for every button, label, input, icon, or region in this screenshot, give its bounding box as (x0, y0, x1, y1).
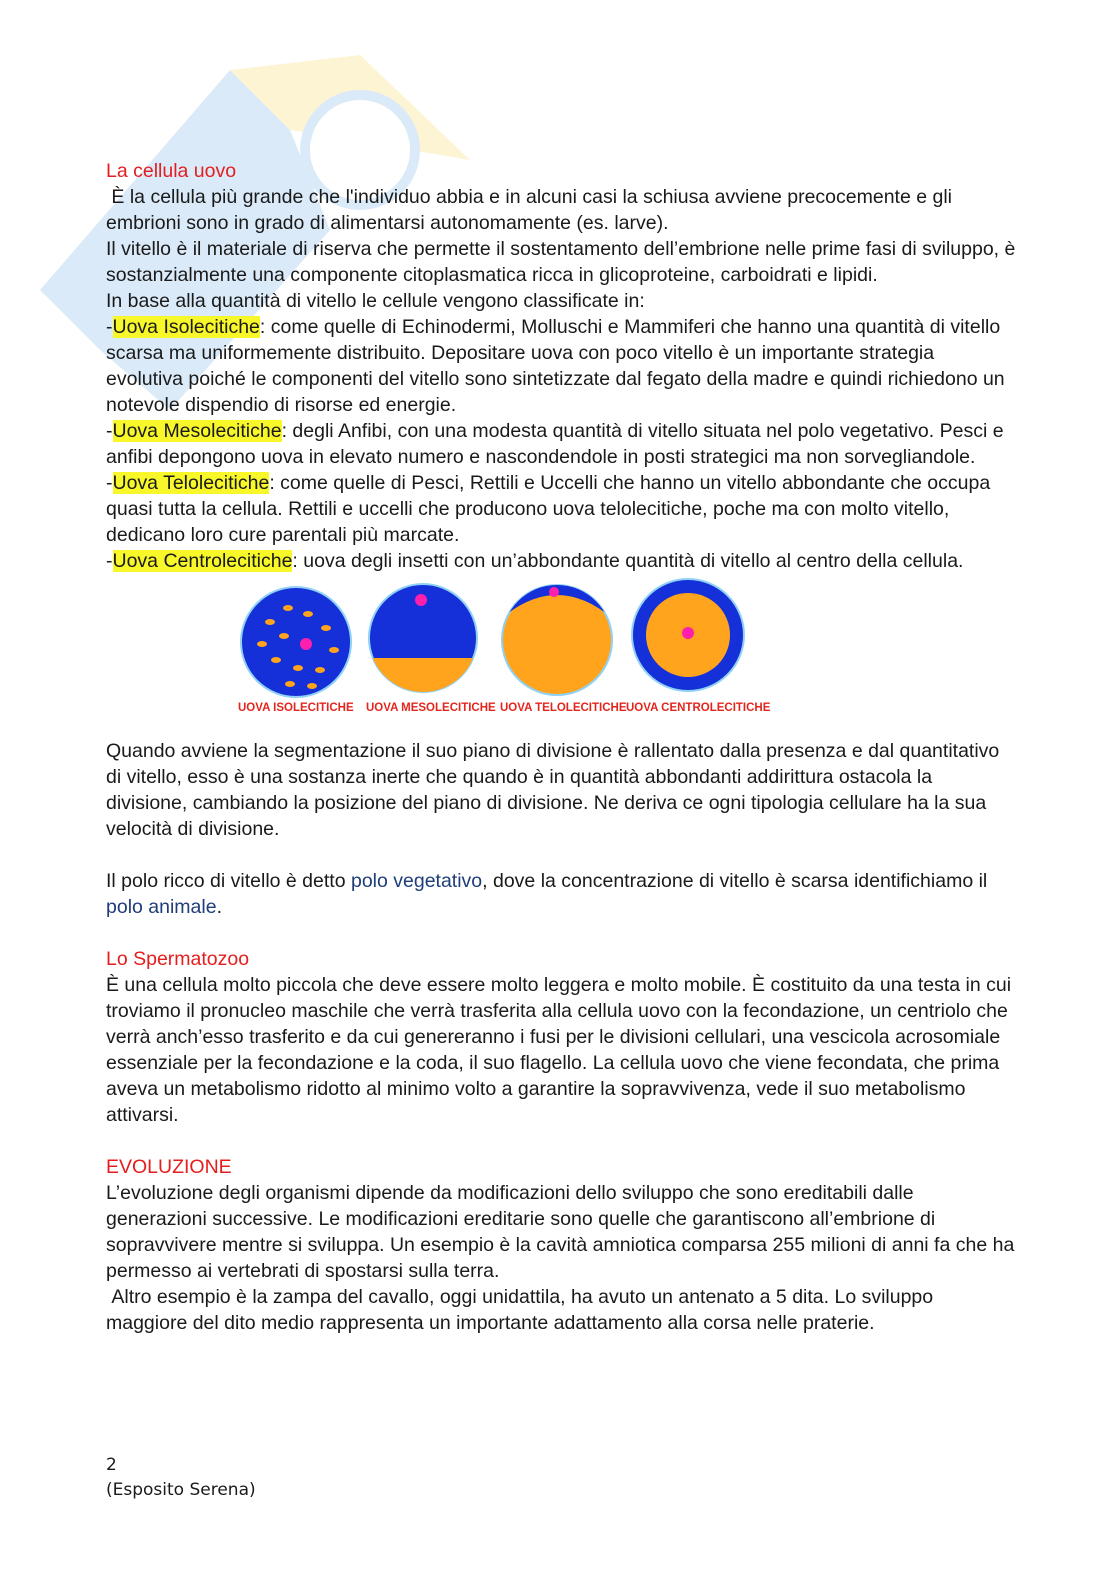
page-footer (106, 1453, 256, 1503)
footer-author: (Esposito Serena) (106, 1480, 256, 1500)
item-prefix: - (106, 550, 113, 572)
list-item-centrolecitiche (106, 548, 1016, 574)
section-heading-cellula-uovo: La cellula uovo (106, 160, 237, 182)
list-item-isolecitiche (106, 314, 1016, 418)
paragraph-evoluzione-1: L’evoluzione degli organismi dipende da modificazioni dello sviluppo che sono ereditabili dalle generazioni successive. Le modificazioni ereditarie sono quelle che garantiscono all’embrione di sopravvivere mentre si sviluppa. Un esempio è la cavità amniotica comparsa 255 milioni di anni fa che ha permesso ai vertebrati di spostarsi sulla terra. (106, 1182, 1015, 1282)
mesolecithal-egg (366, 584, 481, 698)
highlighted-term: Uova Isolecitiche (112, 316, 260, 338)
highlighted-term: Uova Telolecitiche (112, 472, 270, 494)
term-polo-vegetativo: polo vegetativo (350, 870, 483, 892)
label-mesolecitiche: UOVA MESOLECITICHE (366, 702, 496, 714)
paragraph-classification: In base alla quantità di vitello le cellule vengono classificate in: (106, 290, 645, 312)
highlighted-term: Uova Mesolecitiche (112, 420, 282, 442)
item-prefix: - (106, 316, 113, 338)
figure-labels (236, 696, 796, 720)
label-centrolecitiche: UOVA CENTROLECITICHE (626, 702, 771, 714)
poli-text-1: Il polo ricco di vitello è detto (106, 870, 351, 892)
poli-text-2: , dove la concentrazione di vitello è scarsa identifichiamo il (482, 870, 988, 892)
centrolecithal-egg (632, 579, 744, 691)
list-item-mesolecitiche (106, 418, 1016, 470)
telolecithal-egg (502, 578, 612, 695)
paragraph-vitello: Il vitello è il materiale di riserva che permette il sostentamento dell’embrione nelle prime fasi di sviluppo, è sostanzialmente una componente citoplasmatica ricca in glicoproteine, carboidrati e lipidi. (106, 238, 1016, 286)
paragraph-segmentazione: Quando avviene la segmentazione il suo piano di divisione è rallentato dalla presenza e dal quantitativo di vitello, esso è una sostanza inerte che quando è in quantità abbondanti addirittura ostacola la divisione, cambiando la posizione del piano di divisione. Ne deriva ce ogni tipologia cellulare ha la sua velocità di divisione. (106, 740, 1000, 840)
item-prefix: - (106, 420, 113, 442)
label-isolecitiche: UOVA ISOLECITICHE (238, 702, 354, 714)
egg-types-figure (236, 578, 796, 738)
term-polo-animale: polo animale (106, 896, 217, 918)
poli-text-3: . (216, 896, 222, 918)
label-telolecitiche: UOVA TELOLECITICHE (500, 702, 627, 714)
paragraph-evoluzione-2: Altro esempio è la zampa del cavallo, oggi unidattila, ha avuto un antenato a 5 dita. Lo sviluppo maggiore del dito medio rappresenta un importante adattamento alla corsa nelle praterie. (106, 1286, 939, 1334)
page-content (106, 158, 1016, 1336)
item-text: : come quelle di Pesci, Rettili e Uccelli che hanno un vitello abbondante che occupa quasi tutta la cellula. Rettili e uccelli che producono uova telolecitiche, poche ma con molto vitello, dedicano loro cure parentali più marcate. (106, 472, 991, 546)
page-number: 2 (106, 1455, 117, 1475)
paragraph-poli (106, 868, 1016, 920)
section-heading-spermatozoo: Lo Spermatozoo (106, 948, 250, 970)
item-text: : uova degli insetti con un’abbondante quantità di vitello al centro della cellula. (292, 550, 964, 572)
paragraph-intro: È la cellula più grande che l'individuo abbia e in alcuni casi la schiusa avviene precocemente e gli embrioni sono in grado di alimentarsi autonomamente (es. larve). (106, 186, 958, 234)
section-heading-evoluzione: EVOLUZIONE (106, 1156, 232, 1178)
item-text: : come quelle di Echinodermi, Molluschi e Mammiferi che hanno una quantità di vitello scarsa ma uniformemente distribuito. Depositare uova con poco vitello è un importante strategia evolutiva poiché le componenti del vitello sono sintetizzate dal fegato della madre e quindi richiedono un notevole dispendio di risorse ed energie. (106, 316, 1005, 416)
list-item-telolecitiche (106, 470, 1016, 548)
paragraph-spermatozoo: È una cellula molto piccola che deve essere molto leggera e molto mobile. È costituito da una testa in cui troviamo il pronucleo maschile che verrà trasferita alla cellula uovo con la fecondazione, un centriolo che verrà anch’esso trasferito e da cui genereranno i fusi per le divisioni cellulari, una vescicola acrosomiale essenziale per la fecondazione e la coda, il suo flagello. La cellula uovo che viene fecondata, che prima aveva un metabolismo ridotto al minimo volto a garantire la sopravvivenza, vede il suo metabolismo attivarsi. (106, 974, 1012, 1126)
item-text: : degli Anfibi, con una modesta quantità di vitello situata nel polo vegetativo. Pesci e anfibi depongono uova in elevato numero e nascondendole in posti strategici ma non sorvegliandole. (106, 420, 1004, 468)
item-prefix: - (106, 472, 113, 494)
isolecithal-egg (241, 587, 351, 697)
highlighted-term: Uova Centrolecitiche (112, 550, 293, 572)
